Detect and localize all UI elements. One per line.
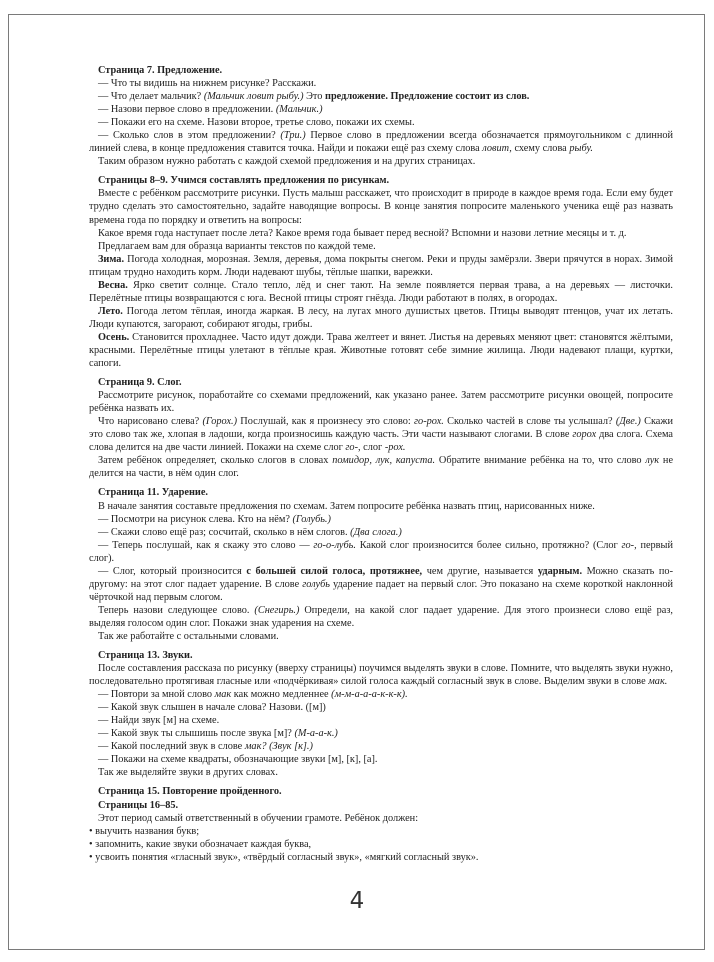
paragraph: После составления рассказа по рисунку (вверху страницы) поучимся выделять звуки в слове. Помните, что выделять звуки нужно, последовательно протягивая гласные или «подчёркивая» силой голоса каждый согласный звук в слове. Выделим звуки в слове мак. xyxy=(89,663,673,688)
paragraph: Вместе с ребёнком рассмотрите рисунки. Пусть малыш расскажет, что происходит в природе в каждое время года. Если ему будет трудно сделать это самостоятельно, задайте наводящие вопросы. В конце занятия попросите маленького ученика ещё раз назвать времена года по порядку и ответить на вопросы: xyxy=(89,188,673,226)
dialog-line: — Что ты видишь на нижнем рисунке? Расскажи. xyxy=(98,78,317,90)
section-page-7 xyxy=(89,64,673,168)
page-content xyxy=(89,64,673,864)
season-text-summer: Лето. Погода летом тёплая, иногда жаркая. В лесу, на лугах много душистых цветов. Птицы выводят птенцов, учат их летать. Люди купаются, загорают, собирают ягоды, грибы. xyxy=(89,305,673,330)
bullet-item: • запомнить, какие звуки обозначает каждая буква, xyxy=(89,838,312,850)
season-text-spring: Весна. Ярко светит солнце. Стало тепло, лёд и снег тают. На земле появляется первая трава, а на деревьях — листочки. Перелётные птицы возвращаются с юга. Весной птицы строят гнёзда. Люди работают в полях, в огородах. xyxy=(89,279,673,304)
paragraph: Таким образом нужно работать с каждой схемой предложения и на других страницах. xyxy=(98,156,476,168)
dialog-line: — Найди звук [м] на схеме. xyxy=(98,715,220,727)
paragraph: Так же работайте с остальными словами. xyxy=(98,630,279,642)
dialog-line: — Покажи на схеме квадраты, обозначающие звуки [м], [к], [а]. xyxy=(98,754,378,766)
paragraph: Теперь назови следующее слово. (Снегирь.) Определи, на какой слог падает ударение. Для этого произнеси слово ещё раз, выделяя голосом один слог. Покажи знак ударения на схеме. xyxy=(89,604,673,629)
season-text-autumn: Осень. Становится прохладнее. Часто идут дожди. Трава желтеет и вянет. Листья на деревьях меняют цвет: становятся жёлтыми, красными. Перелётные птицы улетают в тёплые края. Животные готовят себе зимние жилища. Люди надевают плащи, куртки, сапоги. xyxy=(89,331,673,370)
dialog-line: — Повтори за мной слово мак как можно медленнее (м-м-а-а-а-к-к-к). xyxy=(98,689,408,701)
dialog-line: — Сколько слов в этом предложении? (Три.) Первое слово в предложении всегда обозначается прямоугольником с длинной линией слева, в конце предложения ставится точка. Найди и покажи ещё раз схему слова ловит, схему слова рыбу. xyxy=(89,130,674,155)
paragraph: Предлагаем вам для образца варианты текстов по каждой теме. xyxy=(98,240,376,252)
section-pages-15-85 xyxy=(89,785,673,863)
season-text-winter: Зима. Погода холодная, морозная. Земля, деревья, дома покрыты снегом. Реки и пруды замёрзли. Звери прячутся в норах. Зимой птицам трудно находить корм. Люди надевают шубы, тёплые шапки, варежки. xyxy=(89,253,673,278)
paragraph: Так же выделяйте звуки в других словах. xyxy=(98,767,278,779)
section-heading: Страница 13. Звуки. xyxy=(98,650,193,662)
paragraph: Этот период самый ответственный в обучении грамоте. Ребёнок должен: xyxy=(98,812,419,824)
section-page-9 xyxy=(89,376,673,480)
bullet-item: • выучить названия букв; xyxy=(89,825,200,837)
section-heading: Страницы 8–9. Учимся составлять предложения по рисункам. xyxy=(98,175,390,187)
section-page-13 xyxy=(89,649,673,779)
dialog-line: — Скажи слово ещё раз; сосчитай, сколько в нём слогов. (Два слога.) xyxy=(98,526,402,538)
section-heading: Страница 9. Слог. xyxy=(98,377,182,389)
paragraph: Затем ребёнок определяет, сколько слогов в словах помидор, лук, капуста. Обратите внимание ребёнка на то, что слово лук не делится на части, в нём один слог. xyxy=(89,455,674,480)
bullet-item: • усвоить понятия «гласный звук», «твёрдый согласный звук», «мягкий согласный звук». xyxy=(89,851,479,863)
dialog-line: — Что делает мальчик? (Мальчик ловит рыбу.) Это предложение. Предложение состоит из слов. xyxy=(98,91,530,103)
section-heading: Страница 11. Ударение. xyxy=(98,487,208,499)
section-heading: Страница 15. Повторение пройденного. xyxy=(98,786,282,798)
dialog-line: — Какой звук слышен в начале слова? Назови. ([м]) xyxy=(98,702,326,714)
dialog-line: — Какой последний звук в слове мак? (Звук [к].) xyxy=(98,741,313,753)
section-heading: Страницы 16–85. xyxy=(98,799,179,811)
dialog-line: — Назови первое слово в предложении. (Мальчик.) xyxy=(98,104,323,116)
section-page-11 xyxy=(89,486,673,643)
dialog-line: — Покажи его на схеме. Назови второе, третье слово, покажи их схемы. xyxy=(98,117,415,129)
section-pages-8-9 xyxy=(89,174,673,370)
paragraph: Рассмотрите рисунок, поработайте со схемами предложений, как указано ранее. Затем рассмотрите рисунки овощей, попросите ребёнка назвать их. xyxy=(89,390,673,415)
page-number: 4 xyxy=(349,888,365,914)
dialog-line: — Какой звук ты слышишь после звука [м]? (М-а-а-к.) xyxy=(98,728,338,740)
section-heading: Страница 7. Предложение. xyxy=(98,65,223,76)
dialog-line: — Теперь послушай, как я скажу это слово — го-о-лубь. Какой слог произносится более сильно, протяжно? (Слог го-, первый слог). xyxy=(89,539,673,564)
paragraph: В начале занятия составьте предложения по схемам. Затем попросите ребёнка назвать птиц, нарисованных ниже. xyxy=(98,500,595,512)
dialog-line: — Слог, который произносится с большей силой голоса, протяжнее, чем другие, называется ударным. Можно сказать по-другому: на этот слог падает ударение. В слове голубь ударение падает на первый слог. Это показано на схеме короткой наклонной чёрточкой над первым слогом. xyxy=(89,565,673,603)
paragraph: Что нарисовано слева? (Горох.) Послушай, как я произнесу это слово: го-рох. Сколько частей в слове ты услышал? (Две.) Скажи это слово так же, хлопая в ладоши, когда произносишь каждую часть. Эти части называют слогами. В слове горох два слога. Схема слова делится на две части линией. Покажи на схеме слог го-, слог -рох. xyxy=(89,416,674,454)
dialog-line: — Посмотри на рисунок слева. Кто на нём? (Голубь.) xyxy=(98,513,331,525)
paragraph: Какое время года наступает после лета? Какое время года бывает перед весной? Вспомни и назови летние месяцы и т. д. xyxy=(98,227,627,239)
